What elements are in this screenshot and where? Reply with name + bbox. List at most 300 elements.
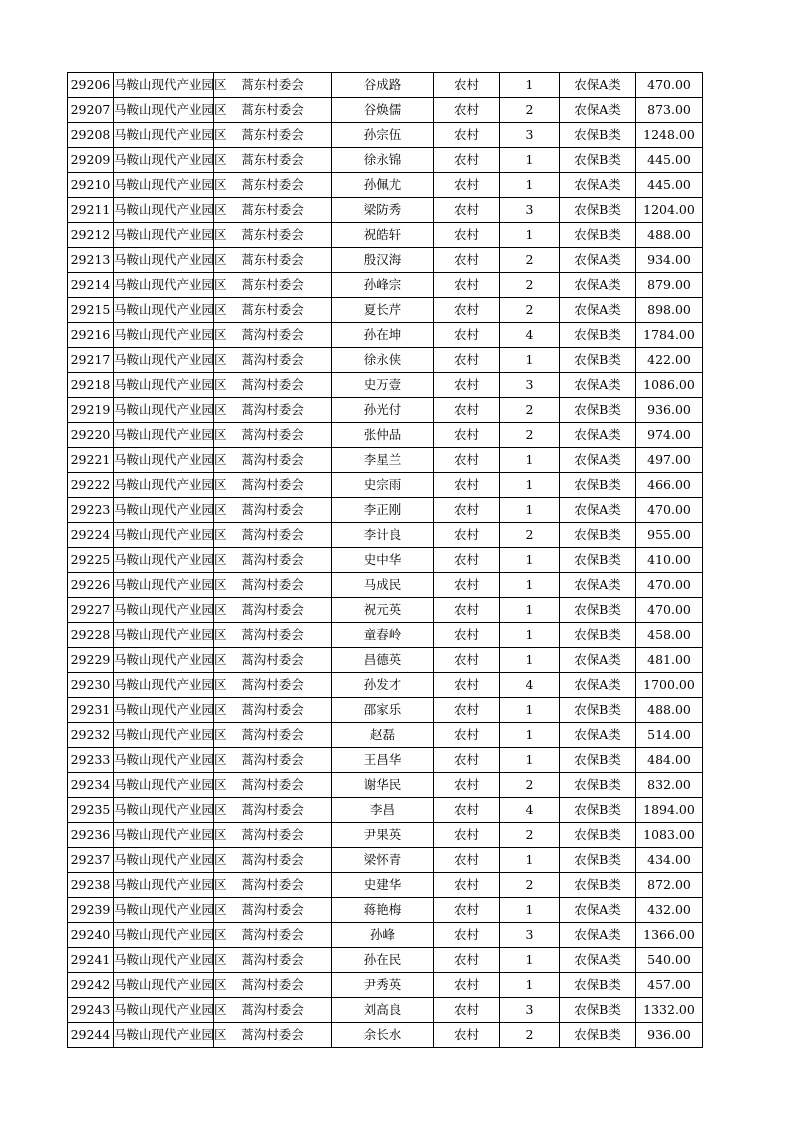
amount-cell: 872.00: [636, 873, 703, 898]
household-type-cell: 农村: [434, 723, 500, 748]
town-cell: 马鞍山现代产业园区: [114, 198, 214, 223]
table-row: [68, 598, 703, 623]
household-type-cell: 农村: [434, 698, 500, 723]
member-count-cell: 1: [500, 548, 560, 573]
insurance-category-cell: 农保B类: [560, 698, 636, 723]
member-count-cell: 1: [500, 348, 560, 373]
village-committee-cell: 蒿沟村委会: [214, 498, 332, 523]
record-id-cell: 29206: [68, 73, 114, 98]
insurance-category-cell: 农保B类: [560, 748, 636, 773]
town-cell: 马鞍山现代产业园区: [114, 573, 214, 598]
record-id-cell: 29210: [68, 173, 114, 198]
person-name-cell: 祝元英: [332, 598, 434, 623]
insurance-category-cell: 农保A类: [560, 73, 636, 98]
member-count-cell: 1: [500, 73, 560, 98]
member-count-cell: 2: [500, 773, 560, 798]
person-name-cell: 李计良: [332, 523, 434, 548]
town-cell: 马鞍山现代产业园区: [114, 873, 214, 898]
person-name-cell: 童春岭: [332, 623, 434, 648]
town-cell: 马鞍山现代产业园区: [114, 173, 214, 198]
household-type-cell: 农村: [434, 923, 500, 948]
town-cell: 马鞍山现代产业园区: [114, 948, 214, 973]
amount-cell: 936.00: [636, 398, 703, 423]
table-row: [68, 448, 703, 473]
member-count-cell: 1: [500, 973, 560, 998]
record-id-cell: 29207: [68, 98, 114, 123]
household-type-cell: 农村: [434, 823, 500, 848]
person-name-cell: 尹秀英: [332, 973, 434, 998]
table-row: [68, 73, 703, 98]
table-row: [68, 673, 703, 698]
household-type-cell: 农村: [434, 373, 500, 398]
town-cell: 马鞍山现代产业园区: [114, 273, 214, 298]
town-cell: 马鞍山现代产业园区: [114, 923, 214, 948]
table-row: [68, 998, 703, 1023]
town-cell: 马鞍山现代产业园区: [114, 748, 214, 773]
table-row: [68, 573, 703, 598]
record-id-cell: 29216: [68, 323, 114, 348]
insurance-category-cell: 农保B类: [560, 473, 636, 498]
amount-cell: 434.00: [636, 848, 703, 873]
table-row: [68, 523, 703, 548]
village-committee-cell: 蒿东村委会: [214, 148, 332, 173]
town-cell: 马鞍山现代产业园区: [114, 373, 214, 398]
member-count-cell: 1: [500, 173, 560, 198]
town-cell: 马鞍山现代产业园区: [114, 798, 214, 823]
town-cell: 马鞍山现代产业园区: [114, 73, 214, 98]
person-name-cell: 殷汉海: [332, 248, 434, 273]
table-row: [68, 823, 703, 848]
person-name-cell: 赵磊: [332, 723, 434, 748]
village-committee-cell: 蒿东村委会: [214, 273, 332, 298]
amount-cell: 457.00: [636, 973, 703, 998]
table-row: [68, 423, 703, 448]
village-committee-cell: 蒿沟村委会: [214, 873, 332, 898]
insurance-category-cell: 农保A类: [560, 648, 636, 673]
record-id-cell: 29235: [68, 798, 114, 823]
insurance-category-cell: 农保B类: [560, 548, 636, 573]
amount-cell: 974.00: [636, 423, 703, 448]
record-id-cell: 29242: [68, 973, 114, 998]
record-id-cell: 29227: [68, 598, 114, 623]
town-cell: 马鞍山现代产业园区: [114, 698, 214, 723]
town-cell: 马鞍山现代产业园区: [114, 598, 214, 623]
amount-cell: 873.00: [636, 98, 703, 123]
town-cell: 马鞍山现代产业园区: [114, 423, 214, 448]
member-count-cell: 2: [500, 823, 560, 848]
roster-body: [68, 73, 703, 1048]
insurance-category-cell: 农保A类: [560, 573, 636, 598]
record-id-cell: 29209: [68, 148, 114, 173]
household-type-cell: 农村: [434, 498, 500, 523]
table-row: [68, 748, 703, 773]
amount-cell: 1784.00: [636, 323, 703, 348]
household-type-cell: 农村: [434, 848, 500, 873]
record-id-cell: 29241: [68, 948, 114, 973]
village-committee-cell: 蒿沟村委会: [214, 723, 332, 748]
table-row: [68, 223, 703, 248]
town-cell: 马鞍山现代产业园区: [114, 623, 214, 648]
person-name-cell: 夏长芹: [332, 298, 434, 323]
table-row: [68, 248, 703, 273]
town-cell: 马鞍山现代产业园区: [114, 723, 214, 748]
insurance-category-cell: 农保B类: [560, 798, 636, 823]
town-cell: 马鞍山现代产业园区: [114, 98, 214, 123]
record-id-cell: 29221: [68, 448, 114, 473]
town-cell: 马鞍山现代产业园区: [114, 673, 214, 698]
village-committee-cell: 蒿东村委会: [214, 198, 332, 223]
town-cell: 马鞍山现代产业园区: [114, 123, 214, 148]
village-committee-cell: 蒿沟村委会: [214, 523, 332, 548]
amount-cell: 1700.00: [636, 673, 703, 698]
table-row: [68, 348, 703, 373]
table-row: [68, 773, 703, 798]
household-type-cell: 农村: [434, 248, 500, 273]
town-cell: 马鞍山现代产业园区: [114, 1023, 214, 1048]
household-type-cell: 农村: [434, 748, 500, 773]
village-committee-cell: 蒿东村委会: [214, 98, 332, 123]
person-name-cell: 史宗雨: [332, 473, 434, 498]
record-id-cell: 29220: [68, 423, 114, 448]
member-count-cell: 3: [500, 923, 560, 948]
household-type-cell: 农村: [434, 948, 500, 973]
person-name-cell: 孙宗伍: [332, 123, 434, 148]
insurance-category-cell: 农保A类: [560, 898, 636, 923]
amount-cell: 470.00: [636, 73, 703, 98]
person-name-cell: 王昌华: [332, 748, 434, 773]
household-type-cell: 农村: [434, 1023, 500, 1048]
table-row: [68, 798, 703, 823]
amount-cell: 1332.00: [636, 998, 703, 1023]
village-committee-cell: 蒿沟村委会: [214, 548, 332, 573]
roster-table: [67, 72, 703, 1048]
household-type-cell: 农村: [434, 623, 500, 648]
household-type-cell: 农村: [434, 448, 500, 473]
household-type-cell: 农村: [434, 348, 500, 373]
roster-sheet: [67, 72, 703, 1048]
town-cell: 马鞍山现代产业园区: [114, 498, 214, 523]
member-count-cell: 1: [500, 648, 560, 673]
member-count-cell: 1: [500, 223, 560, 248]
household-type-cell: 农村: [434, 148, 500, 173]
insurance-category-cell: 农保A类: [560, 723, 636, 748]
town-cell: 马鞍山现代产业园区: [114, 898, 214, 923]
insurance-category-cell: 农保A类: [560, 498, 636, 523]
record-id-cell: 29222: [68, 473, 114, 498]
person-name-cell: 刘高良: [332, 998, 434, 1023]
insurance-category-cell: 农保B类: [560, 398, 636, 423]
amount-cell: 445.00: [636, 148, 703, 173]
record-id-cell: 29224: [68, 523, 114, 548]
member-count-cell: 4: [500, 798, 560, 823]
town-cell: 马鞍山现代产业园区: [114, 823, 214, 848]
person-name-cell: 余长水: [332, 1023, 434, 1048]
member-count-cell: 2: [500, 873, 560, 898]
village-committee-cell: 蒿沟村委会: [214, 823, 332, 848]
town-cell: 马鞍山现代产业园区: [114, 648, 214, 673]
person-name-cell: 孙峰: [332, 923, 434, 948]
insurance-category-cell: 农保A类: [560, 273, 636, 298]
amount-cell: 934.00: [636, 248, 703, 273]
person-name-cell: 李昌: [332, 798, 434, 823]
record-id-cell: 29236: [68, 823, 114, 848]
member-count-cell: 3: [500, 123, 560, 148]
record-id-cell: 29225: [68, 548, 114, 573]
village-committee-cell: 蒿沟村委会: [214, 573, 332, 598]
table-row: [68, 298, 703, 323]
amount-cell: 1894.00: [636, 798, 703, 823]
insurance-category-cell: 农保B类: [560, 348, 636, 373]
town-cell: 马鞍山现代产业园区: [114, 248, 214, 273]
member-count-cell: 2: [500, 298, 560, 323]
insurance-category-cell: 农保B类: [560, 323, 636, 348]
member-count-cell: 1: [500, 598, 560, 623]
record-id-cell: 29218: [68, 373, 114, 398]
household-type-cell: 农村: [434, 523, 500, 548]
record-id-cell: 29231: [68, 698, 114, 723]
village-committee-cell: 蒿沟村委会: [214, 698, 332, 723]
record-id-cell: 29244: [68, 1023, 114, 1048]
village-committee-cell: 蒿东村委会: [214, 73, 332, 98]
insurance-category-cell: 农保B类: [560, 148, 636, 173]
insurance-category-cell: 农保B类: [560, 823, 636, 848]
village-committee-cell: 蒿沟村委会: [214, 348, 332, 373]
insurance-category-cell: 农保B类: [560, 873, 636, 898]
record-id-cell: 29212: [68, 223, 114, 248]
table-row: [68, 498, 703, 523]
amount-cell: 470.00: [636, 498, 703, 523]
insurance-category-cell: 农保B类: [560, 848, 636, 873]
village-committee-cell: 蒿沟村委会: [214, 398, 332, 423]
member-count-cell: 3: [500, 373, 560, 398]
table-row: [68, 323, 703, 348]
member-count-cell: 1: [500, 498, 560, 523]
village-committee-cell: 蒿沟村委会: [214, 1023, 332, 1048]
town-cell: 马鞍山现代产业园区: [114, 998, 214, 1023]
amount-cell: 458.00: [636, 623, 703, 648]
household-type-cell: 农村: [434, 73, 500, 98]
member-count-cell: 2: [500, 523, 560, 548]
member-count-cell: 3: [500, 198, 560, 223]
amount-cell: 879.00: [636, 273, 703, 298]
amount-cell: 484.00: [636, 748, 703, 773]
amount-cell: 497.00: [636, 448, 703, 473]
insurance-category-cell: 农保B类: [560, 198, 636, 223]
amount-cell: 898.00: [636, 298, 703, 323]
record-id-cell: 29237: [68, 848, 114, 873]
village-committee-cell: 蒿沟村委会: [214, 798, 332, 823]
town-cell: 马鞍山现代产业园区: [114, 398, 214, 423]
table-row: [68, 548, 703, 573]
household-type-cell: 农村: [434, 873, 500, 898]
household-type-cell: 农村: [434, 598, 500, 623]
town-cell: 马鞍山现代产业园区: [114, 473, 214, 498]
household-type-cell: 农村: [434, 223, 500, 248]
village-committee-cell: 蒿沟村委会: [214, 998, 332, 1023]
household-type-cell: 农村: [434, 423, 500, 448]
table-row: [68, 148, 703, 173]
table-row: [68, 1023, 703, 1048]
town-cell: 马鞍山现代产业园区: [114, 298, 214, 323]
member-count-cell: 1: [500, 948, 560, 973]
household-type-cell: 农村: [434, 998, 500, 1023]
amount-cell: 832.00: [636, 773, 703, 798]
town-cell: 马鞍山现代产业园区: [114, 773, 214, 798]
table-row: [68, 173, 703, 198]
person-name-cell: 李正刚: [332, 498, 434, 523]
village-committee-cell: 蒿沟村委会: [214, 848, 332, 873]
person-name-cell: 孙在民: [332, 948, 434, 973]
insurance-category-cell: 农保B类: [560, 123, 636, 148]
household-type-cell: 农村: [434, 548, 500, 573]
insurance-category-cell: 农保B类: [560, 598, 636, 623]
insurance-category-cell: 农保B类: [560, 973, 636, 998]
village-committee-cell: 蒿沟村委会: [214, 373, 332, 398]
village-committee-cell: 蒿沟村委会: [214, 648, 332, 673]
person-name-cell: 梁防秀: [332, 198, 434, 223]
amount-cell: 936.00: [636, 1023, 703, 1048]
insurance-category-cell: 农保A类: [560, 173, 636, 198]
household-type-cell: 农村: [434, 273, 500, 298]
insurance-category-cell: 农保B类: [560, 623, 636, 648]
amount-cell: 488.00: [636, 223, 703, 248]
insurance-category-cell: 农保B类: [560, 223, 636, 248]
household-type-cell: 农村: [434, 123, 500, 148]
person-name-cell: 谢华民: [332, 773, 434, 798]
town-cell: 马鞍山现代产业园区: [114, 348, 214, 373]
person-name-cell: 邵家乐: [332, 698, 434, 723]
table-row: [68, 473, 703, 498]
village-committee-cell: 蒿沟村委会: [214, 898, 332, 923]
person-name-cell: 史万壹: [332, 373, 434, 398]
member-count-cell: 1: [500, 473, 560, 498]
amount-cell: 1366.00: [636, 923, 703, 948]
household-type-cell: 农村: [434, 323, 500, 348]
member-count-cell: 4: [500, 673, 560, 698]
amount-cell: 432.00: [636, 898, 703, 923]
table-row: [68, 923, 703, 948]
insurance-category-cell: 农保B类: [560, 1023, 636, 1048]
household-type-cell: 农村: [434, 298, 500, 323]
amount-cell: 466.00: [636, 473, 703, 498]
record-id-cell: 29214: [68, 273, 114, 298]
amount-cell: 1204.00: [636, 198, 703, 223]
village-committee-cell: 蒿东村委会: [214, 173, 332, 198]
member-count-cell: 2: [500, 423, 560, 448]
amount-cell: 422.00: [636, 348, 703, 373]
household-type-cell: 农村: [434, 398, 500, 423]
member-count-cell: 2: [500, 398, 560, 423]
town-cell: 马鞍山现代产业园区: [114, 323, 214, 348]
village-committee-cell: 蒿沟村委会: [214, 748, 332, 773]
record-id-cell: 29213: [68, 248, 114, 273]
village-committee-cell: 蒿沟村委会: [214, 673, 332, 698]
village-committee-cell: 蒿沟村委会: [214, 423, 332, 448]
household-type-cell: 农村: [434, 773, 500, 798]
person-name-cell: 徐永锦: [332, 148, 434, 173]
person-name-cell: 徐永侠: [332, 348, 434, 373]
household-type-cell: 农村: [434, 198, 500, 223]
table-row: [68, 873, 703, 898]
person-name-cell: 孙佩尤: [332, 173, 434, 198]
record-id-cell: 29233: [68, 748, 114, 773]
person-name-cell: 张仲品: [332, 423, 434, 448]
person-name-cell: 梁怀青: [332, 848, 434, 873]
person-name-cell: 孙发才: [332, 673, 434, 698]
table-row: [68, 948, 703, 973]
insurance-category-cell: 农保A类: [560, 373, 636, 398]
insurance-category-cell: 农保B类: [560, 773, 636, 798]
amount-cell: 1086.00: [636, 373, 703, 398]
person-name-cell: 蒋艳梅: [332, 898, 434, 923]
table-row: [68, 898, 703, 923]
member-count-cell: 2: [500, 248, 560, 273]
table-row: [68, 273, 703, 298]
town-cell: 马鞍山现代产业园区: [114, 548, 214, 573]
person-name-cell: 昌德英: [332, 648, 434, 673]
household-type-cell: 农村: [434, 173, 500, 198]
member-count-cell: 2: [500, 273, 560, 298]
person-name-cell: 史中华: [332, 548, 434, 573]
table-row: [68, 373, 703, 398]
table-row: [68, 123, 703, 148]
member-count-cell: 1: [500, 848, 560, 873]
record-id-cell: 29229: [68, 648, 114, 673]
town-cell: 马鞍山现代产业园区: [114, 848, 214, 873]
member-count-cell: 3: [500, 998, 560, 1023]
member-count-cell: 1: [500, 448, 560, 473]
insurance-category-cell: 农保A类: [560, 98, 636, 123]
village-committee-cell: 蒿沟村委会: [214, 448, 332, 473]
member-count-cell: 1: [500, 148, 560, 173]
village-committee-cell: 蒿东村委会: [214, 298, 332, 323]
insurance-category-cell: 农保A类: [560, 423, 636, 448]
record-id-cell: 29238: [68, 873, 114, 898]
amount-cell: 514.00: [636, 723, 703, 748]
person-name-cell: 孙在坤: [332, 323, 434, 348]
amount-cell: 1083.00: [636, 823, 703, 848]
member-count-cell: 2: [500, 1023, 560, 1048]
insurance-category-cell: 农保B类: [560, 998, 636, 1023]
household-type-cell: 农村: [434, 798, 500, 823]
village-committee-cell: 蒿沟村委会: [214, 948, 332, 973]
household-type-cell: 农村: [434, 648, 500, 673]
village-committee-cell: 蒿东村委会: [214, 248, 332, 273]
amount-cell: 445.00: [636, 173, 703, 198]
person-name-cell: 谷焕儒: [332, 98, 434, 123]
person-name-cell: 史建华: [332, 873, 434, 898]
amount-cell: 470.00: [636, 573, 703, 598]
member-count-cell: 1: [500, 898, 560, 923]
village-committee-cell: 蒿沟村委会: [214, 623, 332, 648]
record-id-cell: 29228: [68, 623, 114, 648]
person-name-cell: 尹果英: [332, 823, 434, 848]
record-id-cell: 29230: [68, 673, 114, 698]
record-id-cell: 29234: [68, 773, 114, 798]
amount-cell: 410.00: [636, 548, 703, 573]
insurance-category-cell: 农保A类: [560, 923, 636, 948]
person-name-cell: 孙光付: [332, 398, 434, 423]
table-row: [68, 198, 703, 223]
village-committee-cell: 蒿沟村委会: [214, 598, 332, 623]
member-count-cell: 1: [500, 623, 560, 648]
table-row: [68, 98, 703, 123]
member-count-cell: 1: [500, 573, 560, 598]
amount-cell: 1248.00: [636, 123, 703, 148]
insurance-category-cell: 农保A类: [560, 298, 636, 323]
village-committee-cell: 蒿东村委会: [214, 123, 332, 148]
record-id-cell: 29217: [68, 348, 114, 373]
